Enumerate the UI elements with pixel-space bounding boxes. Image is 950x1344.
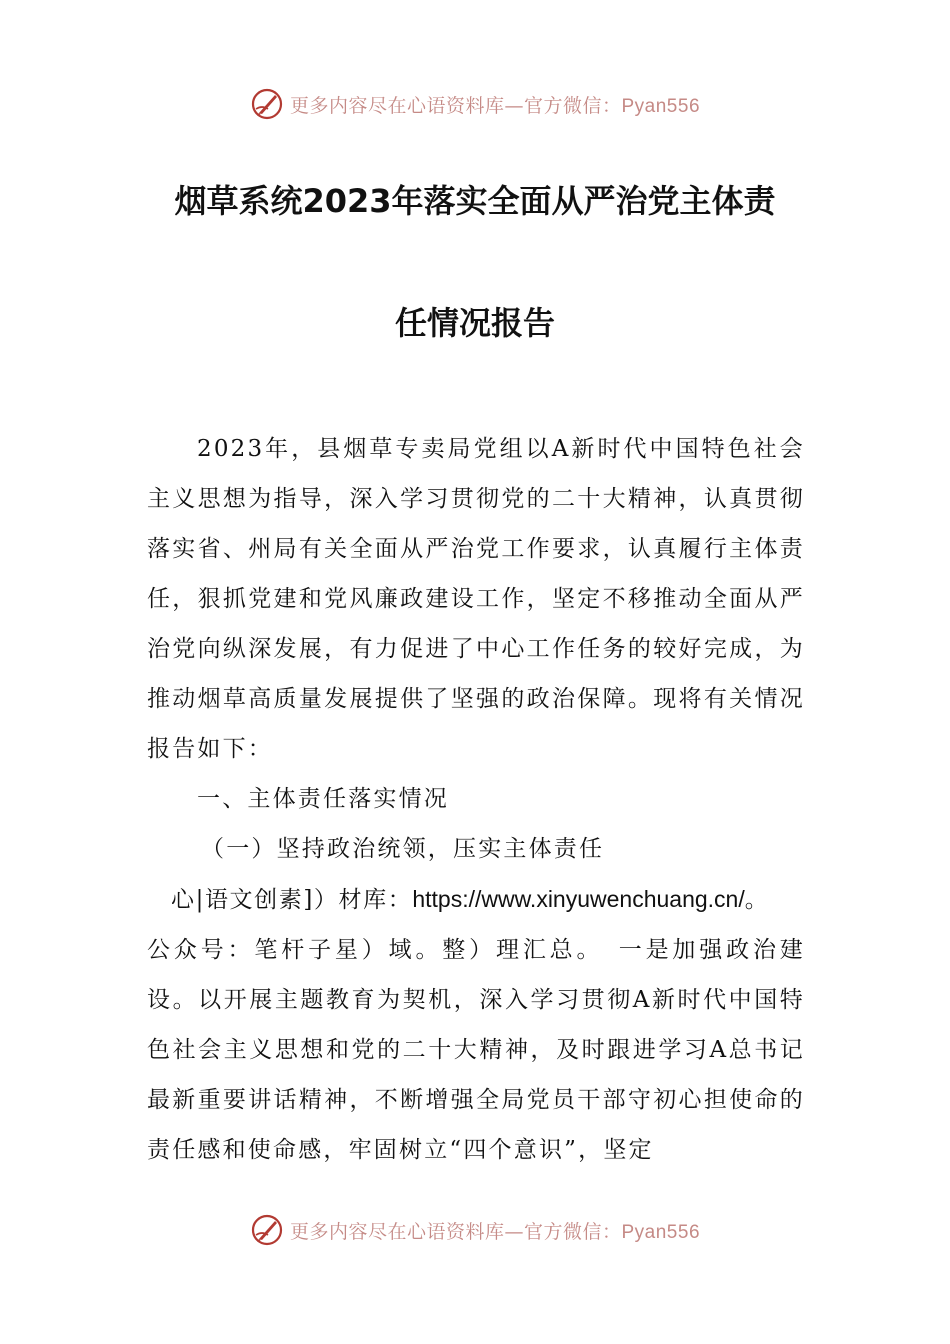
intro-paragraph: 2023年，县烟草专卖局党组以A新时代中国特色社会主义思想为指导，深入学习贯彻党的二十大精神，认真贯彻落实省、州局有关全面从严治党工作要求，认真履行主体责任，狠抓党建和党风廉政建设工作，坚定不移推动全面从严治党向纵深发展，有力促进了中心工作任务的较好完成，为推动烟草高质量发展提供了坚强的政治保障。现将有关情况报告如下： [147,436,805,762]
section-heading: 一、主体责任落实情况 [197,786,449,812]
document-title-line-2: 任情况报告 [394,304,555,342]
wechat-id: Pyan556 [621,95,701,117]
source-suffix: 。 [744,887,770,913]
watermark-banner-top [0,84,950,124]
source-prefix: 心|语文创素]）材库： [171,887,413,913]
watermark-text: 更多内容尽在心语资料库—官方微信：Pyan556 [289,94,701,117]
body-paragraph: 公众号：笔杆子星）域。整）理汇总。 一是加强政治建设。以开展主题教育为契机，深入学习贯彻A新时代中国特色社会主义思想和党的二十大精神，及时跟进学习A总书记最新重要讲话精神，不断增强全局党员干部守初心担使命的责任感和使命感，牢固树立“四个意识”，坚定 [147,937,805,1163]
subsection-heading: （一）坚持政治统领，压实主体责任 [201,836,605,862]
quill-pen-logo [250,87,284,121]
watermark-banner-bottom [0,1210,950,1250]
document-body [147,424,805,1175]
source-url: https://www.xinyuwenchuang.cn/ [412,886,745,912]
source-line [147,874,805,925]
wechat-id: Pyan556 [621,1221,701,1243]
quill-pen-logo [250,1213,284,1247]
document-title-line-1: 烟草系统2023年落实全面从严治党主体责 [174,182,776,220]
watermark-text: 更多内容尽在心语资料库—官方微信：Pyan556 [289,1220,701,1243]
